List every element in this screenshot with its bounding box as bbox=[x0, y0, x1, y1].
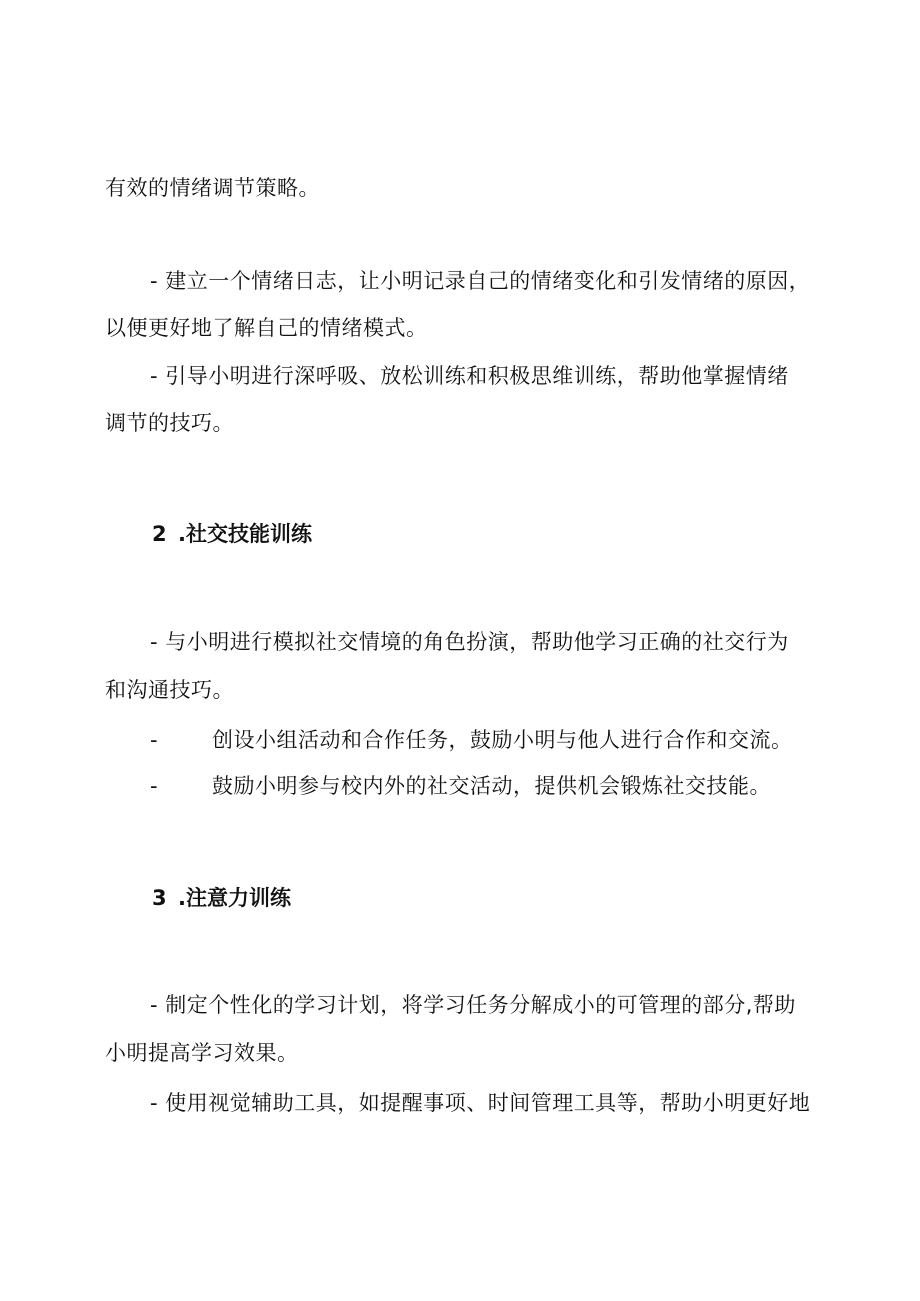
paragraph-line: 和沟通技巧。 bbox=[105, 678, 234, 702]
list-item-text: 鼓励小明参与校内外的社交活动，提供机会锻炼社交技能。 bbox=[212, 774, 771, 798]
paragraph-line: 有效的情绪调节策略。 bbox=[105, 176, 320, 200]
list-item bbox=[150, 771, 771, 801]
section-title: .社交技能训练 bbox=[178, 522, 312, 546]
bullet-line: - 与小明进行模拟社交情境的角色扮演，帮助他学习正确的社交行为 bbox=[150, 630, 789, 654]
bullet-line: - 制定个性化的学习计划，将学习任务分解成小的可管理的部分,帮助 bbox=[150, 993, 796, 1017]
section-title: .注意力训练 bbox=[178, 886, 291, 910]
bullet-line: - 使用视觉辅助工具，如提醒事项、时间管理工具等，帮助小明更好地 bbox=[150, 1091, 811, 1115]
section-number: 2 bbox=[152, 522, 167, 546]
section-number: 3 bbox=[152, 886, 167, 910]
list-item-text: 创设小组活动和合作任务，鼓励小明与他人进行合作和交流。 bbox=[212, 728, 793, 752]
section-heading-attention bbox=[152, 883, 291, 913]
paragraph-line: 以便更好地了解自己的情绪模式。 bbox=[105, 316, 428, 340]
bullet-line: - 建立一个情绪日志，让小明记录自己的情绪变化和引发情绪的原因， bbox=[150, 269, 811, 293]
list-dash: - bbox=[150, 774, 159, 798]
section-heading-social bbox=[152, 519, 312, 549]
list-item bbox=[150, 725, 793, 755]
bullet-line: - 引导小明进行深呼吸、放松训练和积极思维训练，帮助他掌握情绪 bbox=[150, 364, 789, 388]
list-dash: - bbox=[150, 728, 159, 752]
paragraph-line: 小明提高学习效果。 bbox=[105, 1041, 299, 1065]
paragraph-line: 调节的技巧。 bbox=[105, 411, 234, 435]
